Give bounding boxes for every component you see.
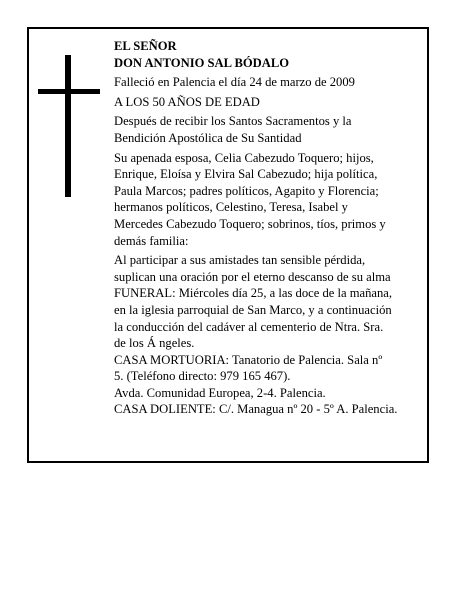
funeral-line: FUNERAL: Miércoles día 25, a las doce de la mañana, bbox=[114, 286, 393, 301]
family-line: Su apenada esposa, Celia Cabezudo Toquero; hijos, bbox=[114, 150, 374, 165]
sacraments-line: Bendición Apostólica de Su Santidad bbox=[114, 130, 302, 145]
funeral-line: la conducción del cadáver al cementerio de Ntra. Sra. bbox=[114, 319, 384, 334]
family-line: Enrique, Eloísa y Elvira Sal Cabezudo; hija política, bbox=[114, 167, 378, 182]
family-line: demás familia: bbox=[114, 233, 189, 248]
family-line: Mercedes Cabezudo Toquero; sobrinos, tíos, primos y bbox=[114, 216, 386, 231]
mortuary-line: CASA MORTUORIA: Tanatorio de Palencia. Sala nº bbox=[114, 352, 383, 367]
family-line: Paula Marcos; padres políticos, Agapito y Florencia; bbox=[114, 183, 379, 198]
prayer-request-line: Al participar a sus amistades tan sensible pérdida, bbox=[114, 253, 366, 268]
cross-vertical-bar bbox=[65, 55, 71, 197]
family-line: hermanos políticos, Celestino, Teresa, Isabel y bbox=[114, 200, 348, 215]
deceased-name: DON ANTONIO SAL BÓDALO bbox=[114, 55, 290, 70]
mortuary-line: 5. (Teléfono directo: 979 165 467). bbox=[114, 369, 291, 384]
sacraments-line: Después de recibir los Santos Sacramentos y la bbox=[114, 114, 352, 129]
age-at-death: A LOS 50 AÑOS DE EDAD bbox=[114, 94, 260, 109]
deceased-title: EL SEÑOR bbox=[114, 39, 177, 53]
mortuary-address: Avda. Comunidad Europea, 2-4. Palencia. bbox=[114, 385, 326, 400]
funeral-line: de los Á ngeles. bbox=[114, 336, 195, 351]
funeral-line: en la iglesia parroquial de San Marco, y a continuación bbox=[114, 302, 392, 317]
obituary-text bbox=[114, 38, 426, 418]
mourning-house-address: CASA DOLIENTE: C/. Managua nº 20 - 5º A. Palencia. bbox=[114, 402, 398, 417]
death-details: Falleció en Palencia el día 24 de marzo de 2009 bbox=[114, 75, 355, 90]
cross-horizontal-bar bbox=[38, 89, 100, 94]
prayer-request-line: suplican una oración por el eterno descanso de su alma bbox=[114, 269, 391, 284]
latin-cross-icon bbox=[38, 55, 100, 197]
